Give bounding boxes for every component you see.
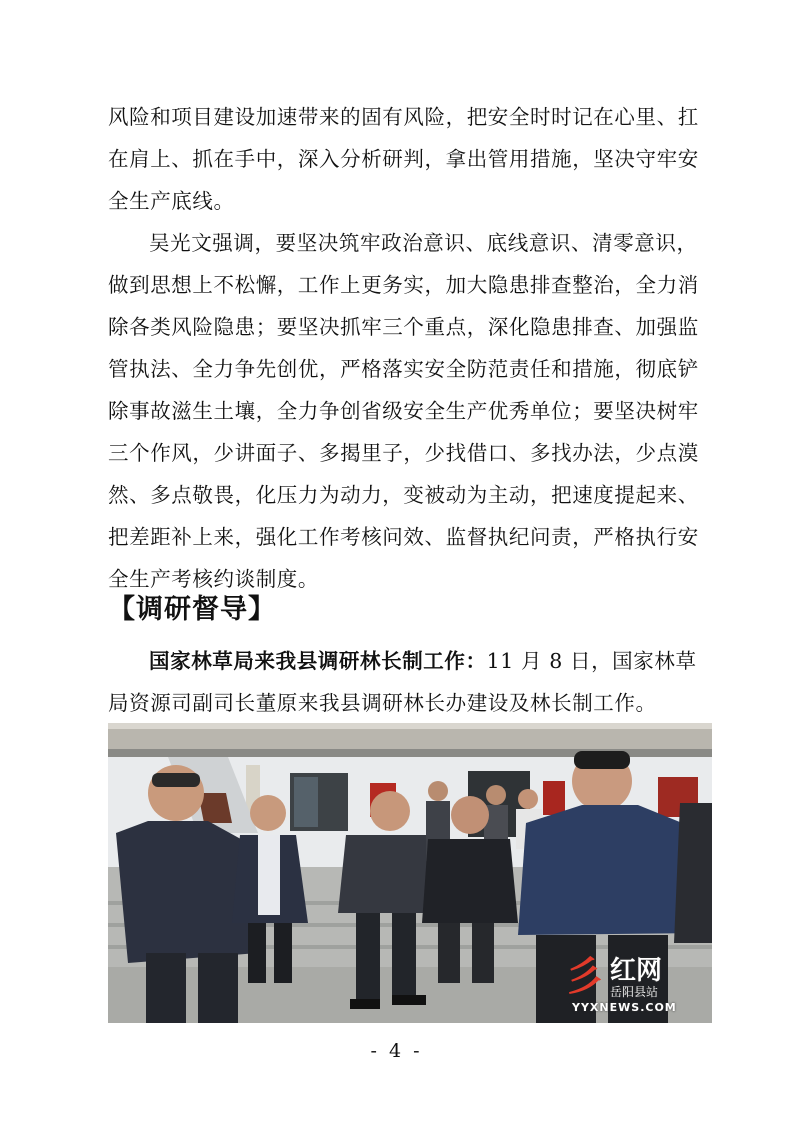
text-line: 全生产底线。: [108, 189, 235, 213]
text-line: 管执法、全力争先创优，严格落实安全防范责任和措施，彻底铲: [108, 357, 699, 381]
text-line: 全生产考核约谈制度。: [108, 567, 319, 591]
text-line: 吴光文强调，要坚决筑牢政治意识、底线意识、清零意识，: [149, 231, 698, 255]
text-line: 除各类风险隐患；要坚决抓牢三个重点，深化隐患排查、加强监: [108, 315, 699, 339]
text-line: 在肩上、抓在手中，深入分析研判，拿出管用措施，坚决守牢安: [108, 147, 699, 171]
paragraph-wu-guangwen: [108, 222, 698, 600]
text-line: [108, 640, 698, 682]
lead-in-rest: 11 月 8 日，国家林草: [486, 649, 697, 673]
watermark-subtitle: 岳阳县站: [610, 985, 659, 999]
text-line: 风险和项目建设加速带来的固有风险，把安全时时记在心里、扛: [108, 105, 699, 129]
paragraph-safety-risk: [108, 96, 698, 222]
text-line: 做到思想上不松懈，工作上更务实，加大隐患排查整治，全力消: [108, 273, 699, 297]
text-line: 三个作风，少讲面子、多揭里子，少找借口、多找办法，少点漠: [108, 441, 699, 465]
page-number: - 4 -: [370, 1040, 423, 1062]
text-line: 然、多点敬畏，化压力为动力，变被动为主动，把速度提起来、: [108, 483, 699, 507]
photo-officials-visit: [108, 723, 712, 1023]
watermark-logo: [564, 955, 704, 1017]
watermark-brush-icon: 彡: [564, 954, 604, 1000]
text-line: 局资源司副司长董原来我县调研林长办建设及林长制工作。: [108, 691, 657, 715]
watermark-url: YYXNEWS.COM: [572, 1001, 677, 1014]
section-heading: 【调研督导】: [108, 594, 276, 625]
watermark-title: 红网: [610, 956, 663, 986]
text-line: 除事故滋生土壤，全力争创省级安全生产优秀单位；要坚决树牢: [108, 399, 699, 423]
text-line: 把差距补上来，强化工作考核问效、监督执纪问责，严格执行安: [108, 525, 699, 549]
paragraph-forestry-visit: [108, 640, 698, 724]
lead-in-title: 国家林草局来我县调研林长制工作：: [149, 649, 487, 673]
